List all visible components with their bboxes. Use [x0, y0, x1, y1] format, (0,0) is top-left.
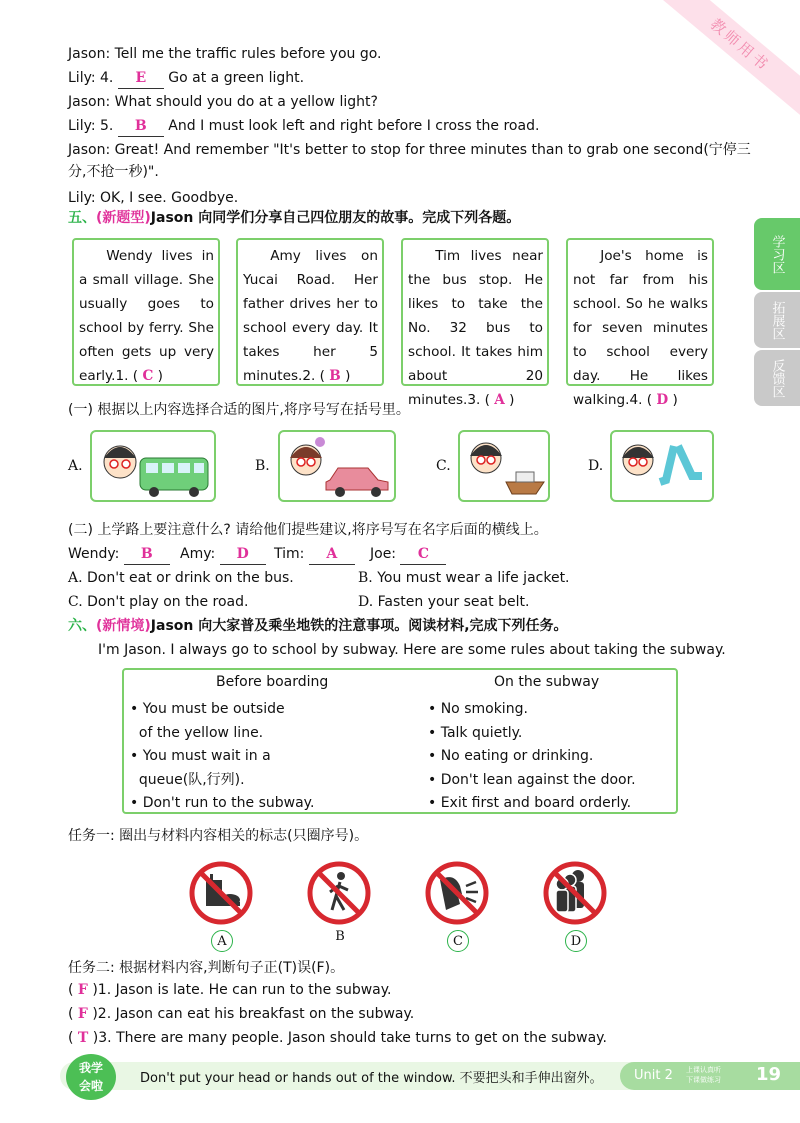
rule-item: • Don't run to the subway.: [130, 795, 315, 811]
answer-blank[interactable]: E: [118, 68, 164, 89]
footer-bar: [0, 1050, 800, 1100]
no-running-sign-icon: [306, 860, 372, 926]
question-2: (二) 上学路上要注意什么? 请给他们提些建议,将序号写在名字后面的横线上。: [68, 522, 548, 538]
tf-answer[interactable]: F: [77, 982, 88, 998]
advice-option: A. Don't eat or drink on the bus.: [68, 570, 294, 586]
question-1: (一) 根据以上内容选择合适的图片,将序号写在括号里。: [68, 402, 410, 418]
tf-answer[interactable]: F: [77, 1006, 88, 1022]
dialogue-line: Jason: What should you do at a yellow light?: [68, 94, 378, 110]
tf-item: ( F )1. Jason is late. He can run to the subway.: [68, 982, 392, 998]
no-eating-sign-icon: [188, 860, 254, 926]
rule-item: of the yellow line.: [130, 724, 264, 741]
watermark-ribbon: 教师用书: [654, 0, 800, 121]
friend-card: Tim lives near the bus stop. He likes to take the No. 32 bus to school. It takes him about 20 minutes.3. ( A ): [401, 238, 549, 386]
sign-label-a-circled[interactable]: A: [211, 930, 233, 952]
dialogue-line: Lily: 4. E Go at a green light.: [68, 68, 304, 89]
advice-option: B. You must wear a life jacket.: [358, 570, 570, 586]
rule-item: queue(队,行列).: [130, 771, 245, 788]
tab-extend[interactable]: 拓展区: [754, 292, 800, 348]
picture-a-bus: [90, 430, 216, 502]
rules-left-list: [130, 698, 314, 816]
sign-label-d-circled[interactable]: D: [565, 930, 587, 952]
pic-label-d: D.: [588, 458, 604, 474]
learned-badge: 我学 会啦: [66, 1054, 116, 1100]
sign-label-c-circled[interactable]: C: [447, 930, 469, 952]
dialogue-line: 分,不抢一秒)".: [68, 164, 159, 180]
friend-card: Amy lives on Yucai Road. Her father drives her to school every day. It takes her 5 minutes.2. ( B ): [236, 238, 384, 386]
advice-option: C. Don't play on the road.: [68, 594, 249, 610]
tab-study[interactable]: 学习区: [754, 218, 800, 290]
tf-item: ( F )2. Jason can eat his breakfast on the subway.: [68, 1006, 415, 1022]
picture-b-car: [278, 430, 396, 502]
section6-heading: 六、(新情境)Jason 向大家普及乘坐地铁的注意事项。阅读材料,完成下列任务。: [68, 618, 568, 634]
name-answer: Tim: A: [274, 544, 355, 565]
friend-card: Wendy lives in a small village. She usually goes to school by ferry. She often gets up very early.1. ( C ): [72, 238, 220, 386]
rule-item: • Don't lean against the door.: [428, 771, 636, 788]
tf-item: ( T )3. There are many people. Jason should take turns to get on the subway.: [68, 1030, 607, 1046]
rule-item: • You must be outside: [130, 701, 285, 717]
subway-rules-box: [122, 668, 678, 814]
task-2: 任务二: 根据材料内容,判断句子正(T)误(F)。: [68, 960, 345, 976]
dialogue-line: Lily: 5. B And I must look left and right before I cross the road.: [68, 116, 539, 137]
rule-item: • You must wait in a: [130, 748, 271, 764]
dialogue-line: Lily: OK, I see. Goodbye.: [68, 190, 239, 206]
pic-label-c: C.: [436, 458, 451, 474]
sign-label-b[interactable]: B: [335, 929, 345, 944]
task-1: 任务一: 圈出与材料内容相关的标志(只圈序号)。: [68, 828, 369, 844]
advice-option: D. Fasten your seat belt.: [358, 594, 530, 610]
card-answer[interactable]: A: [494, 392, 505, 408]
tf-answer[interactable]: T: [77, 1030, 89, 1046]
rule-item: • Exit first and board orderly.: [428, 795, 632, 811]
pic-label-a: A.: [68, 458, 83, 474]
picture-d-walking: [610, 430, 714, 502]
friend-card: Joe's home is not far from his school. So he walks for seven minutes to school every day. He likes walking.4. ( D ): [566, 238, 714, 386]
no-loud-talking-sign-icon: [424, 860, 490, 926]
picture-c-ferry: [458, 430, 550, 502]
rule-item: • No smoking.: [428, 701, 528, 717]
no-crowding-sign-icon: [542, 860, 608, 926]
card-answer[interactable]: C: [142, 368, 154, 384]
rules-right-list: [428, 698, 636, 816]
card-answer[interactable]: B: [329, 368, 341, 384]
rule-item: • No eating or drinking.: [428, 748, 594, 764]
rules-left-heading: Before boarding: [216, 674, 329, 690]
dialogue-line: Jason: Great! And remember "It's better to stop for three minutes than to grab one second(宁停三: [68, 142, 751, 158]
rule-item: • Talk quietly.: [428, 724, 523, 741]
page-number: 19: [756, 1064, 782, 1085]
section5-heading: 五、(新题型)Jason 向同学们分享自己四位朋友的故事。完成下列各题。: [68, 210, 521, 226]
rules-right-heading: On the subway: [494, 674, 600, 690]
footer-tip: Don't put your head or hands out of the window. 不要把头和手伸出窗外。: [140, 1071, 603, 1086]
name-answer: Wendy: B: [68, 544, 170, 565]
tab-feedback[interactable]: 反馈区: [754, 350, 800, 406]
pic-label-b: B.: [255, 458, 270, 474]
name-answer: Amy: D: [180, 544, 266, 565]
intro-text: I'm Jason. I always go to school by subway. Here are some rules about taking the subway.: [98, 642, 726, 658]
unit-bar: Unit 2 上课认真听 下课做练习 19: [620, 1062, 800, 1090]
card-answer[interactable]: D: [656, 392, 669, 408]
answer-blank[interactable]: B: [118, 116, 164, 137]
name-answer: Joe: C: [370, 544, 446, 565]
dialogue-line: Jason: Tell me the traffic rules before you go.: [68, 46, 382, 62]
